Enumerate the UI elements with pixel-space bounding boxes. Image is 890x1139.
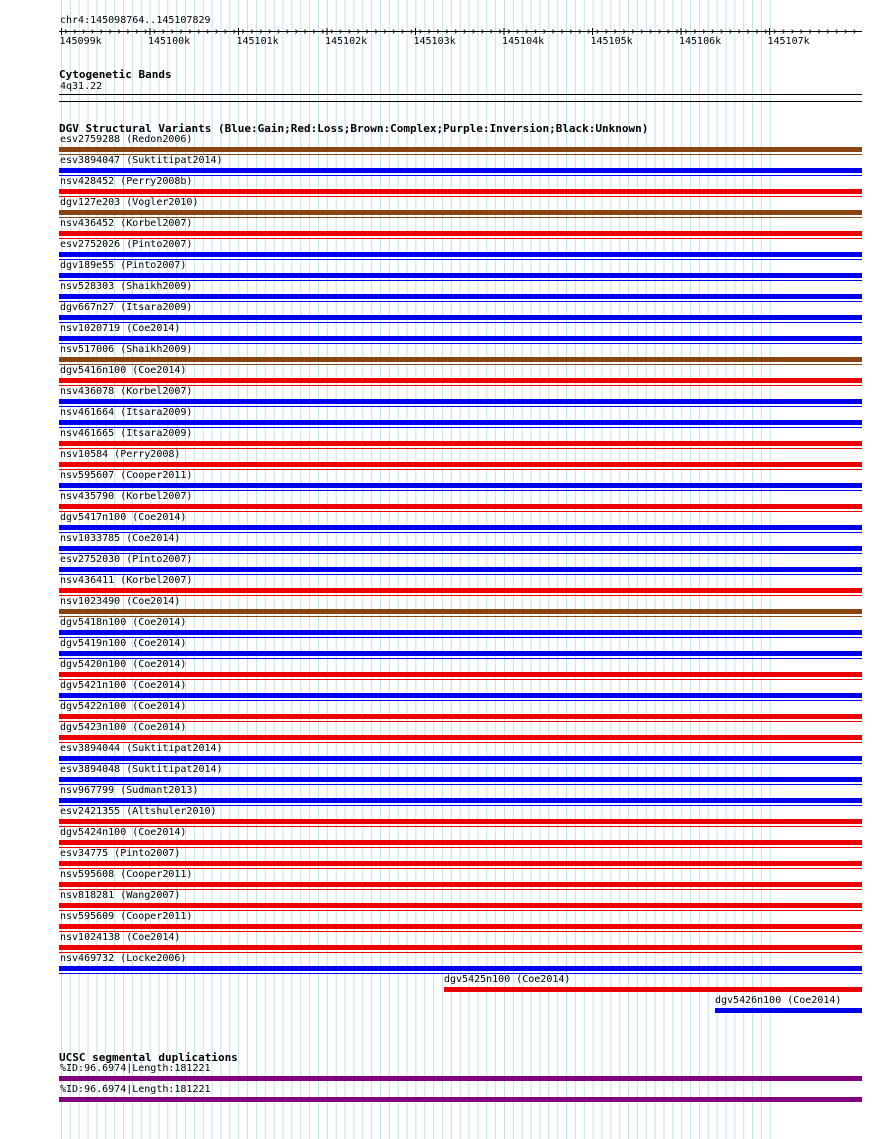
dgv-feature-bar[interactable] (59, 630, 862, 635)
dgv-feature-label[interactable]: dgv5419n100 (Coe2014) (60, 638, 187, 649)
dgv-feature-bar[interactable] (59, 504, 862, 509)
dgv-feature-bar[interactable] (59, 777, 862, 782)
dgv-feature-bar[interactable] (59, 378, 862, 383)
dgv-feature-bar[interactable] (444, 987, 862, 992)
dgv-feature-bar[interactable] (59, 210, 862, 215)
dgv-feature-bar[interactable] (59, 609, 862, 614)
dgv-feature-bar[interactable] (59, 945, 862, 950)
dgv-feature-bar[interactable] (59, 336, 862, 341)
dgv-feature-bar[interactable] (59, 147, 862, 152)
cytoband-label[interactable]: 4q31.22 (60, 81, 103, 92)
dgv-feature-label[interactable]: dgv5424n100 (Coe2014) (60, 827, 187, 838)
dgv-feature-label[interactable]: esv2421355 (Altshuler2010) (60, 806, 217, 817)
ruler-tick-label: 145101k (236, 36, 279, 47)
dgv-feature-bar[interactable] (59, 651, 862, 656)
dgv-feature-bar[interactable] (59, 735, 862, 740)
dgv-feature-label[interactable]: dgv5416n100 (Coe2014) (60, 365, 187, 376)
dgv-feature-label[interactable]: nsv967799 (Sudmant2013) (60, 785, 199, 796)
dgv-feature-bar[interactable] (59, 546, 862, 551)
cytoband-track-title: Cytogenetic Bands (59, 68, 172, 81)
dgv-feature-label[interactable]: esv2759288 (Redon2006) (60, 134, 193, 145)
segdup-feature-label[interactable]: %ID:96.6974|Length:181221 (60, 1084, 211, 1095)
ruler-tick-label: 145107k (767, 36, 810, 47)
dgv-feature-bar[interactable] (59, 315, 862, 320)
dgv-feature-bar[interactable] (59, 588, 862, 593)
dgv-feature-label[interactable]: nsv818281 (Wang2007) (60, 890, 181, 901)
segdup-track-title: UCSC segmental duplications (59, 1051, 238, 1064)
dgv-feature-bar[interactable] (59, 714, 862, 719)
dgv-feature-label[interactable]: nsv436078 (Korbel2007) (60, 386, 193, 397)
ruler-tick-label: 145105k (590, 36, 633, 47)
dgv-feature-bar[interactable] (59, 882, 862, 887)
dgv-feature-label[interactable]: nsv428452 (Perry2008b) (60, 176, 193, 187)
dgv-feature-label[interactable]: dgv5421n100 (Coe2014) (60, 680, 187, 691)
ruler-tick-label: 145100k (148, 36, 191, 47)
dgv-feature-label[interactable]: nsv461664 (Itsara2009) (60, 407, 193, 418)
segdup-feature-label[interactable]: %ID:96.6974|Length:181221 (60, 1063, 211, 1074)
dgv-feature-bar[interactable] (59, 966, 862, 971)
dgv-feature-bar[interactable] (59, 168, 862, 173)
dgv-feature-bar[interactable] (59, 861, 862, 866)
dgv-feature-label[interactable]: dgv5426n100 (Coe2014) (715, 995, 842, 1006)
dgv-feature-label[interactable]: nsv435790 (Korbel2007) (60, 491, 193, 502)
cytoband-line (59, 94, 862, 95)
dgv-feature-label[interactable]: dgv5425n100 (Coe2014) (444, 974, 571, 985)
segdup-feature-bar[interactable] (59, 1097, 862, 1102)
dgv-feature-label[interactable]: dgv5423n100 (Coe2014) (60, 722, 187, 733)
dgv-feature-bar[interactable] (59, 399, 862, 404)
coordinate-ruler[interactable] (0, 26, 890, 48)
dgv-feature-label[interactable]: nsv1020719 (Coe2014) (60, 323, 181, 334)
dgv-feature-label[interactable]: nsv1033785 (Coe2014) (60, 533, 181, 544)
dgv-feature-label[interactable]: dgv667n27 (Itsara2009) (60, 302, 193, 313)
dgv-feature-bar[interactable] (59, 840, 862, 845)
dgv-feature-label[interactable]: nsv461665 (Itsara2009) (60, 428, 193, 439)
dgv-feature-label[interactable]: nsv528303 (Shaikh2009) (60, 281, 193, 292)
dgv-feature-label[interactable]: nsv436452 (Korbel2007) (60, 218, 193, 229)
dgv-feature-label[interactable]: dgv5417n100 (Coe2014) (60, 512, 187, 523)
dgv-feature-label[interactable]: dgv5420n100 (Coe2014) (60, 659, 187, 670)
dgv-feature-label[interactable]: dgv5418n100 (Coe2014) (60, 617, 187, 628)
ruler-tick-label: 145106k (679, 36, 722, 47)
dgv-feature-bar[interactable] (59, 273, 862, 278)
ruler-tick-label: 145103k (413, 36, 456, 47)
dgv-feature-label[interactable]: esv3894047 (Suktitipat2014) (60, 155, 223, 166)
dgv-feature-bar[interactable] (59, 294, 862, 299)
ruler-location: chr4:145098764..145107829 (60, 15, 211, 26)
dgv-feature-bar[interactable] (59, 462, 862, 467)
dgv-feature-label[interactable]: nsv1024138 (Coe2014) (60, 932, 181, 943)
dgv-feature-bar[interactable] (59, 756, 862, 761)
dgv-feature-label[interactable]: nsv1023490 (Coe2014) (60, 596, 181, 607)
dgv-feature-label[interactable]: nsv517006 (Shaikh2009) (60, 344, 193, 355)
dgv-feature-bar[interactable] (59, 483, 862, 488)
dgv-feature-label[interactable]: esv3894048 (Suktitipat2014) (60, 764, 223, 775)
dgv-track-title: DGV Structural Variants (Blue:Gain;Red:Loss;Brown:Complex;Purple:Inversion;Black:Unknown) (59, 122, 649, 135)
dgv-feature-label[interactable]: nsv595607 (Cooper2011) (60, 470, 193, 481)
dgv-feature-bar[interactable] (59, 798, 862, 803)
dgv-feature-bar[interactable] (59, 357, 862, 362)
dgv-feature-label[interactable]: esv2752030 (Pinto2007) (60, 554, 193, 565)
dgv-feature-bar[interactable] (59, 672, 862, 677)
dgv-feature-label[interactable]: esv3894044 (Suktitipat2014) (60, 743, 223, 754)
dgv-feature-bar[interactable] (59, 189, 862, 194)
dgv-feature-label[interactable]: nsv10584 (Perry2008) (60, 449, 181, 460)
dgv-feature-bar[interactable] (715, 1008, 862, 1013)
dgv-feature-bar[interactable] (59, 252, 862, 257)
dgv-feature-bar[interactable] (59, 525, 862, 530)
dgv-feature-bar[interactable] (59, 819, 862, 824)
dgv-feature-label[interactable]: nsv436411 (Korbel2007) (60, 575, 193, 586)
ruler-tick-label: 145099k (59, 36, 102, 47)
dgv-feature-label[interactable]: nsv595608 (Cooper2011) (60, 869, 193, 880)
dgv-feature-bar[interactable] (59, 903, 862, 908)
dgv-feature-label[interactable]: dgv189e55 (Pinto2007) (60, 260, 187, 271)
dgv-feature-bar[interactable] (59, 924, 862, 929)
dgv-feature-label[interactable]: dgv127e203 (Vogler2010) (60, 197, 199, 208)
dgv-feature-bar[interactable] (59, 231, 862, 236)
dgv-feature-label[interactable]: esv34775 (Pinto2007) (60, 848, 181, 859)
track-divider (59, 101, 862, 102)
ruler-tick-label: 145102k (325, 36, 368, 47)
dgv-feature-label[interactable]: esv2752026 (Pinto2007) (60, 239, 193, 250)
dgv-feature-bar[interactable] (59, 567, 862, 572)
dgv-feature-label[interactable]: nsv469732 (Locke2006) (60, 953, 187, 964)
dgv-feature-label[interactable]: nsv595609 (Cooper2011) (60, 911, 193, 922)
dgv-feature-bar[interactable] (59, 693, 862, 698)
segdup-feature-bar[interactable] (59, 1076, 862, 1081)
dgv-feature-bar[interactable] (59, 441, 862, 446)
dgv-feature-bar[interactable] (59, 420, 862, 425)
ruler-tick-label: 145104k (502, 36, 545, 47)
dgv-feature-label[interactable]: dgv5422n100 (Coe2014) (60, 701, 187, 712)
